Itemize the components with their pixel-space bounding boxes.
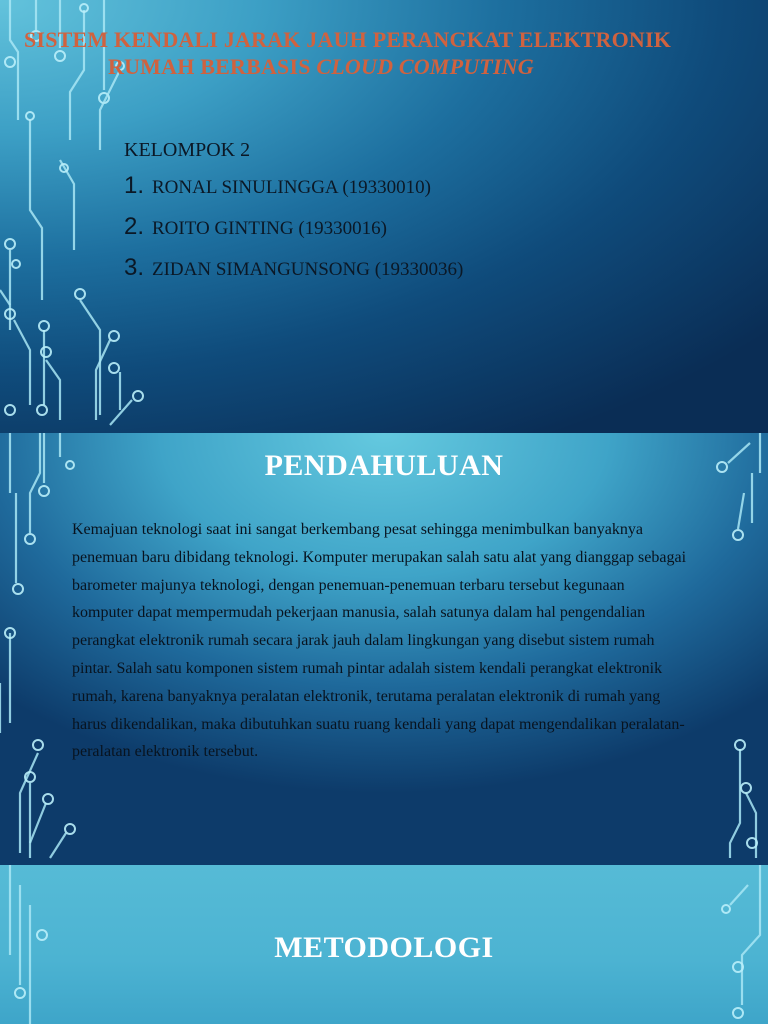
list-item: [124, 213, 463, 254]
section-paragraph: Kemajuan teknologi saat ini sangat berkembang pesat sehingga menimbulkan banyaknya penemuan baru dibidang teknologi. Komputer merupakan salah satu alat yang dianggap sebagai barometer majunya teknologi, dengan penemuan-penemuan terbaru tersebut kegunaan komputer dapat mempermudah pekerjaan manusia, salah satunya dalam hal pengendalian perangkat elektronik rumah secara jarak jauh dalam lingkungan yang disebut sistem rumah pintar. Salah satu komponen sistem rumah pintar adalah sistem kendali perangkat elektronik rumah, karena banyaknya peralatan elektronik, terutama peralatan elektronik di rumah yang harus dikendalikan, maka dibutuhkan suatu ruang kendali yang dapat mengendalikan peralatan-peralatan elektronik tersebut.: [72, 521, 687, 761]
title-line-2-italic: CLOUD COMPUTING: [316, 54, 534, 79]
slide-metodologi: [0, 865, 768, 1024]
section-heading: METODOLOGI: [274, 931, 494, 964]
title-line-2: [0, 53, 768, 80]
list-item: [124, 172, 463, 213]
member-list: [124, 172, 463, 295]
member-number: 1.: [124, 172, 145, 199]
member-name: RONAL SINULINGGA (19330010): [152, 177, 431, 198]
slide-title: [0, 0, 768, 433]
group-label: KELOMPOK 2: [124, 139, 251, 161]
list-item: [124, 254, 463, 295]
member-number: 2.: [124, 213, 145, 240]
title-line-2-prefix: RUMAH BERBASIS: [108, 54, 317, 79]
slide-pendahuluan: [0, 433, 768, 865]
member-number: 3.: [124, 254, 145, 281]
title-line-1: SISTEM KENDALI JARAK JAUH PERANGKAT ELEKTRONIK: [24, 27, 672, 52]
section-heading: PENDAHULUAN: [264, 449, 504, 482]
member-name: ZIDAN SIMANGUNSONG (19330036): [152, 259, 464, 280]
presentation-title: [0, 26, 768, 80]
member-name: ROITO GINTING (19330016): [152, 218, 388, 239]
